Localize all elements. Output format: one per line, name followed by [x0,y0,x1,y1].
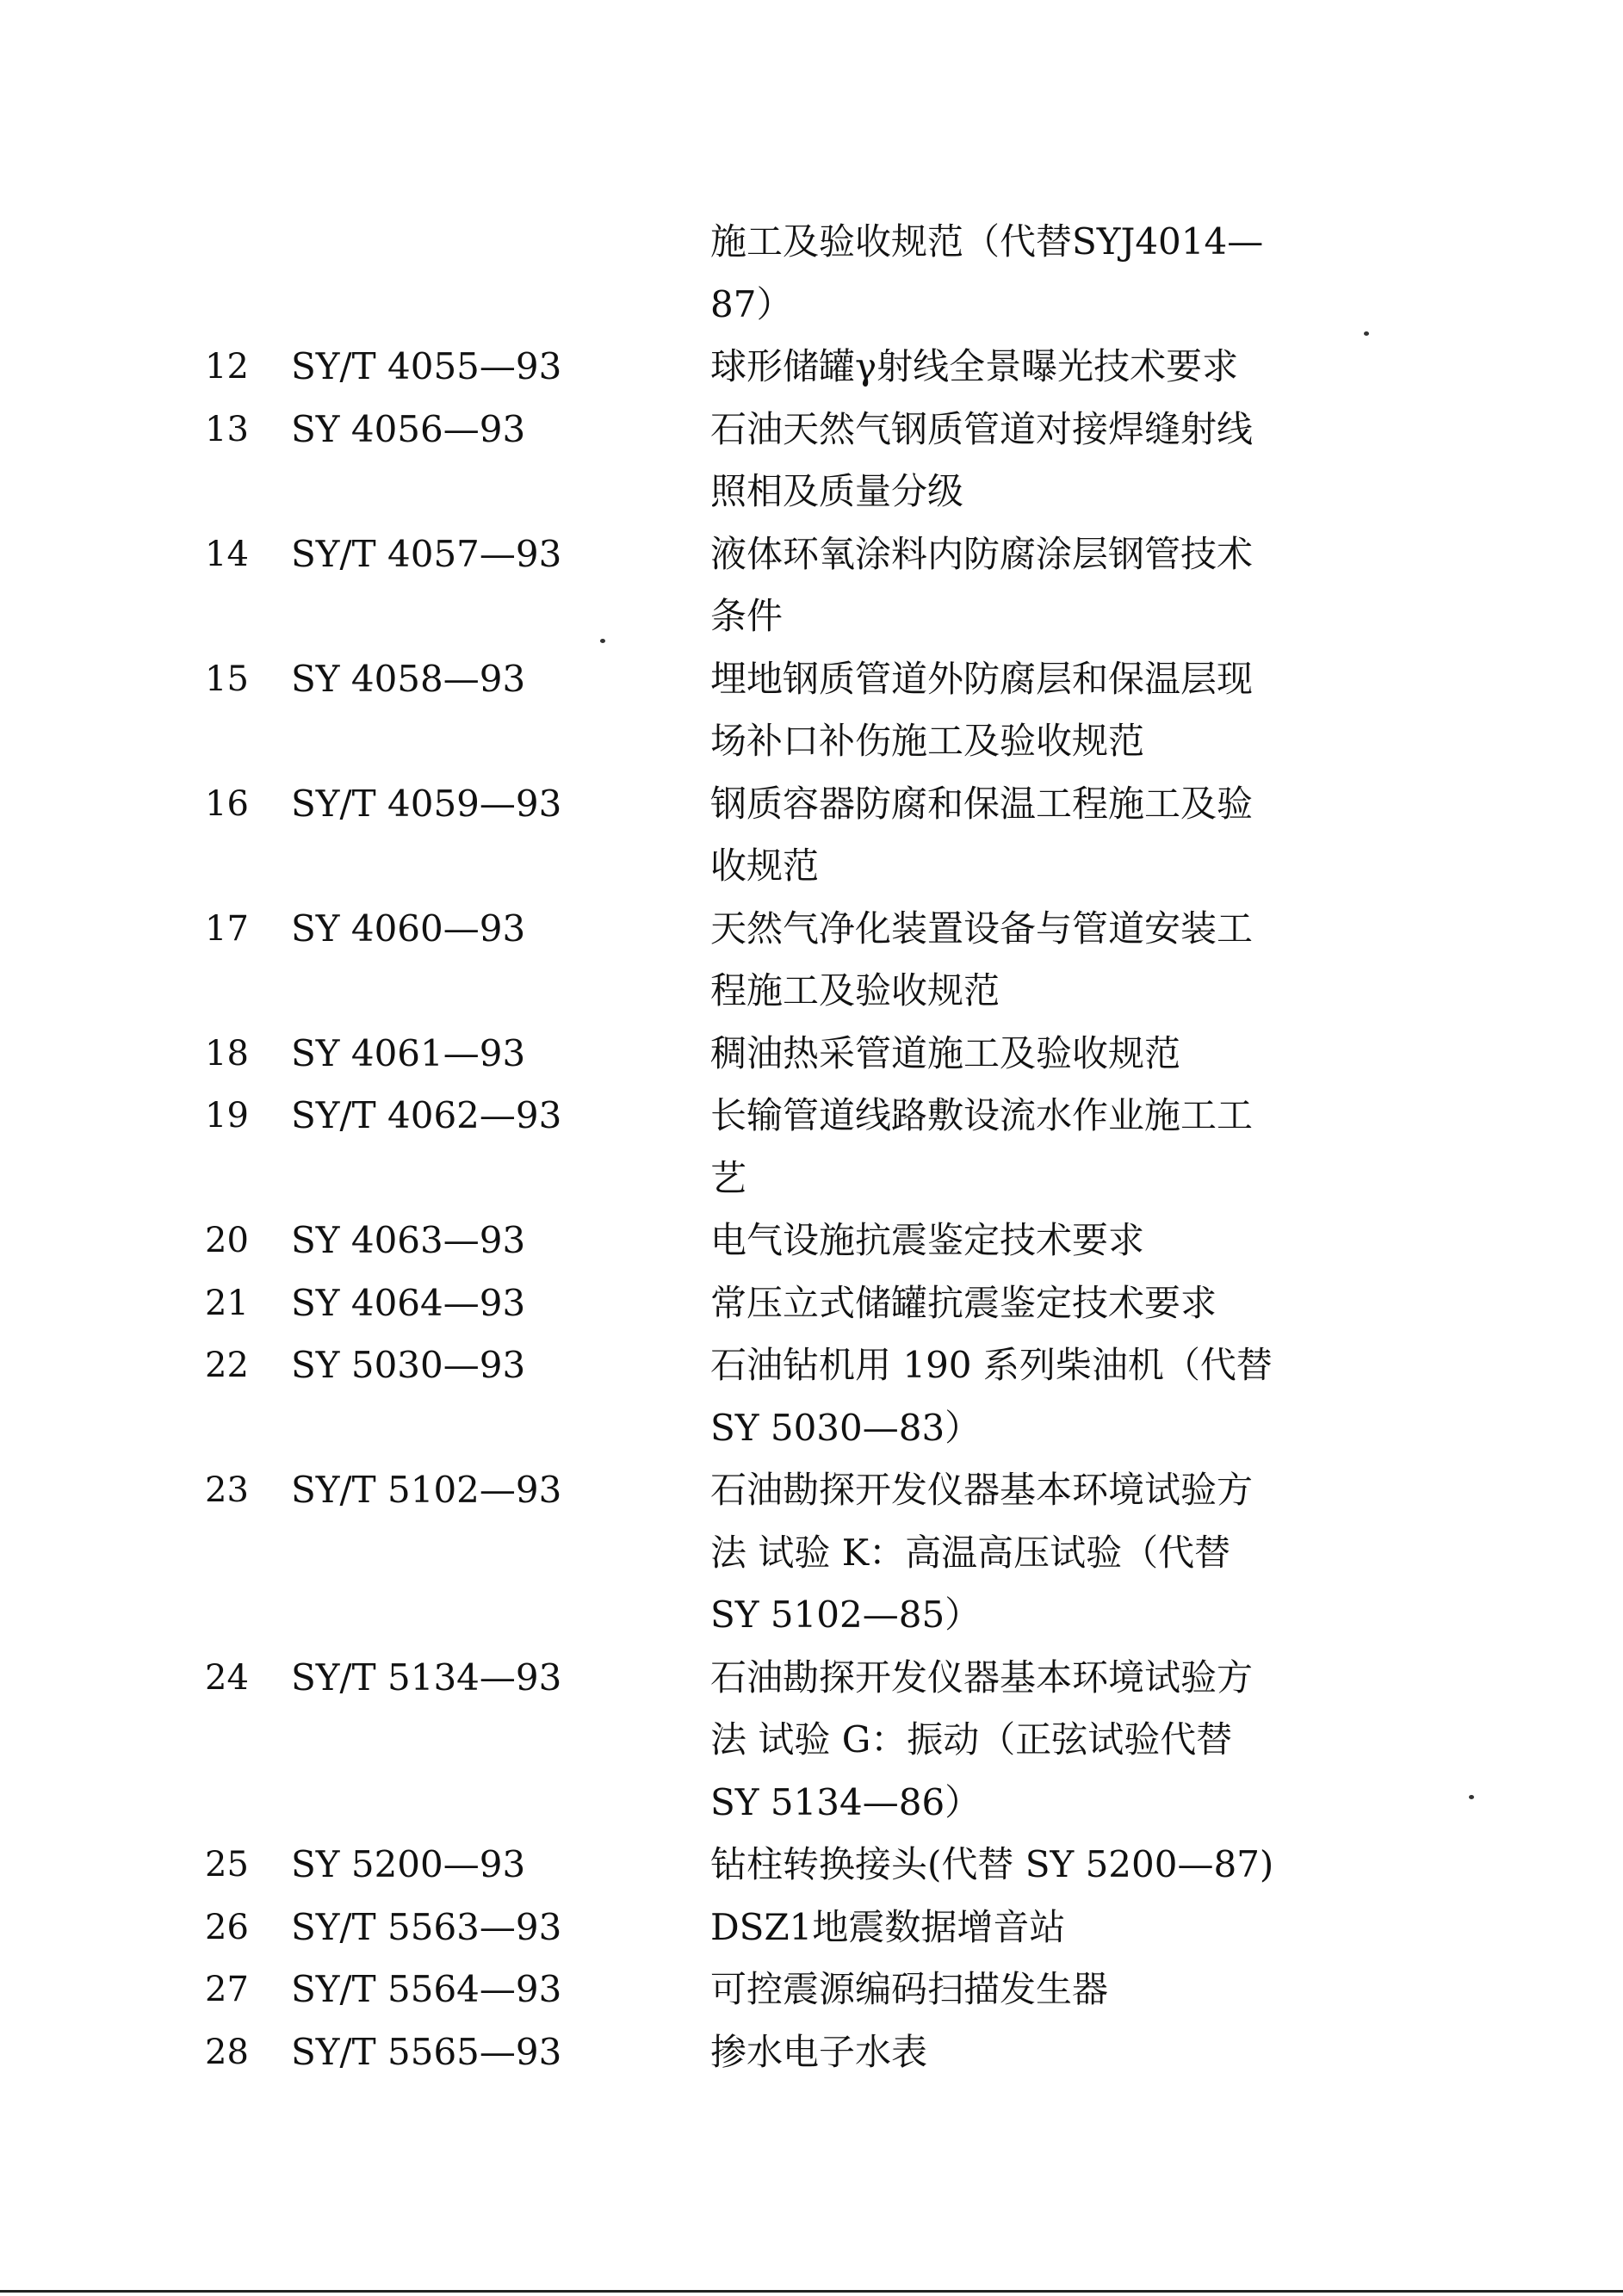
standard-title-line: 程施工及验收规范 [710,969,1000,1012]
standard-code: SY 4063—93 [291,1219,526,1261]
standard-title [710,1459,1365,1647]
standard-code: SY/T 4062—93 [291,1094,562,1136]
standard-entry [0,1334,1623,1459]
standard-entry [0,1647,1623,1835]
standard-entry [0,773,1623,898]
scan-speck [1469,1795,1474,1799]
standard-title-line: 球形储罐γ射线全景曝光技术要求 [710,345,1239,387]
standard-title-line: 石油钻机用 190 系列柴油机（代替 [710,1344,1273,1386]
standard-title-line: 收规范 [710,845,820,887]
standard-title [710,1085,1365,1210]
standard-code: SY/T 4057—93 [291,532,562,575]
standard-entry [0,2021,1623,2084]
standard-title [710,399,1365,523]
standard-title-line: 钻柱转换接头(代替 SY 5200—87) [710,1843,1274,1885]
entry-number: 15 [205,659,249,699]
standard-entry [0,1897,1623,1959]
standard-title-line: 电气设施抗震鉴定技术要求 [710,1219,1145,1261]
standard-title-line: DSZ1地震数据增音站 [710,1905,1066,1948]
entry-number: 22 [205,1346,249,1385]
standard-title-line: 石油天然气钢质管道对接焊缝射线 [710,407,1254,450]
standard-entry [0,648,1623,773]
continued-title [710,211,1365,336]
standard-entry [0,1959,1623,2021]
entry-number: 19 [205,1096,249,1136]
standard-title-line: 天然气净化装置设备与管道安装工 [710,907,1254,950]
entry-number: 14 [205,534,249,574]
standard-code: SY/T 5564—93 [291,1968,562,2010]
standard-code: SY 5030—93 [291,1344,526,1386]
standard-title-line: 法 试验 G：振动（正弦试验代替 [710,1718,1233,1761]
standard-title-line: 场补口补伤施工及验收规范 [710,720,1145,762]
standard-entry [0,1210,1623,1272]
standard-title [710,2021,1365,2084]
entry-number: 18 [205,1033,249,1074]
standard-entry [0,1834,1623,1897]
scan-speck [1364,331,1369,336]
standard-code: SY/T 5102—93 [291,1469,562,1511]
standards-list [0,336,1623,2083]
page-bottom-edge [0,2290,1623,2293]
standard-entry [0,399,1623,523]
standard-title-line: 可控震源编码扫描发生器 [710,1968,1109,2010]
standard-title [710,1959,1365,2021]
standard-title [710,773,1365,898]
standard-code: SY 4061—93 [291,1031,526,1074]
standard-title-line: 埋地钢质管道外防腐层和保温层现 [710,657,1254,700]
standard-title [710,1897,1365,1959]
entry-number: 20 [205,1221,249,1260]
standard-title-line: 条件 [710,595,784,637]
entry-number: 25 [205,1845,249,1884]
entry-number: 17 [205,908,249,949]
entry-number: 13 [205,409,249,449]
standard-title-line: 石油勘探开发仪器基本环境试验方 [710,1655,1254,1699]
entry-number: 23 [205,1470,249,1510]
entry-number: 21 [205,1283,249,1323]
standard-code: SY 5200—93 [291,1843,526,1885]
entry-number: 27 [205,1970,249,2009]
entry-number: 12 [205,347,249,387]
standard-code: SY/T 5563—93 [291,1905,562,1948]
standard-title [710,336,1365,399]
standard-code: SY 4058—93 [291,657,526,700]
entry-number: 16 [205,783,249,824]
entry-number: 26 [205,1907,249,1947]
standard-entry [0,1085,1623,1210]
standard-title-line: 石油勘探开发仪器基本环境试验方 [710,1469,1254,1511]
standard-title-line: 艺 [710,1156,747,1199]
standard-title [710,1272,1365,1335]
scan-speck [600,639,605,643]
standard-entry [0,336,1623,399]
standard-code: SY 4056—93 [291,407,526,450]
standard-title-line: 掺水电子水表 [710,2030,928,2073]
entry-number: 24 [205,1657,249,1698]
standard-title-line: 长输管道线路敷设流水作业施工工 [710,1094,1254,1136]
standard-title-line: 稠油热采管道施工及验收规范 [710,1031,1181,1074]
standard-title-line: SY 5030—83） [710,1406,982,1449]
standard-code: SY/T 5134—93 [291,1655,562,1699]
standard-title [710,1023,1365,1086]
standard-title-line: 照相及质量分级 [710,470,964,512]
standard-title [710,1834,1365,1897]
standard-title [710,523,1365,648]
standard-entry [0,1459,1623,1647]
standard-code: SY 4064—93 [291,1281,526,1324]
standard-title [710,898,1365,1023]
continued-title-line: 施工及验收规范（代替SYJ4014— [710,220,1264,263]
entry-number: 28 [205,2032,249,2072]
standard-entry [0,523,1623,648]
standard-entry [0,1023,1623,1086]
standard-code: SY/T 4059—93 [291,782,562,825]
standard-title [710,1334,1365,1459]
standard-title-line: SY 5102—85） [710,1594,982,1636]
standard-code: SY 4060—93 [291,907,526,950]
standard-code: SY/T 4055—93 [291,345,562,387]
standard-code: SY/T 5565—93 [291,2030,562,2073]
standard-title [710,1210,1365,1272]
standard-title-line: SY 5134—86） [710,1780,982,1823]
standard-title [710,648,1365,773]
standard-title [710,1647,1365,1835]
standard-title-line: 钢质容器防腐和保温工程施工及验 [710,782,1254,825]
standard-title-line: 常压立式储罐抗震鉴定技术要求 [710,1281,1217,1324]
standard-entry [0,1272,1623,1335]
standard-title-line: 法 试验 K：高温高压试验（代替 [710,1531,1231,1574]
continued-title-line: 87） [710,282,793,325]
standard-entry [0,898,1623,1023]
standard-title-line: 液体环氧涂料内防腐涂层钢管技术 [710,532,1254,575]
